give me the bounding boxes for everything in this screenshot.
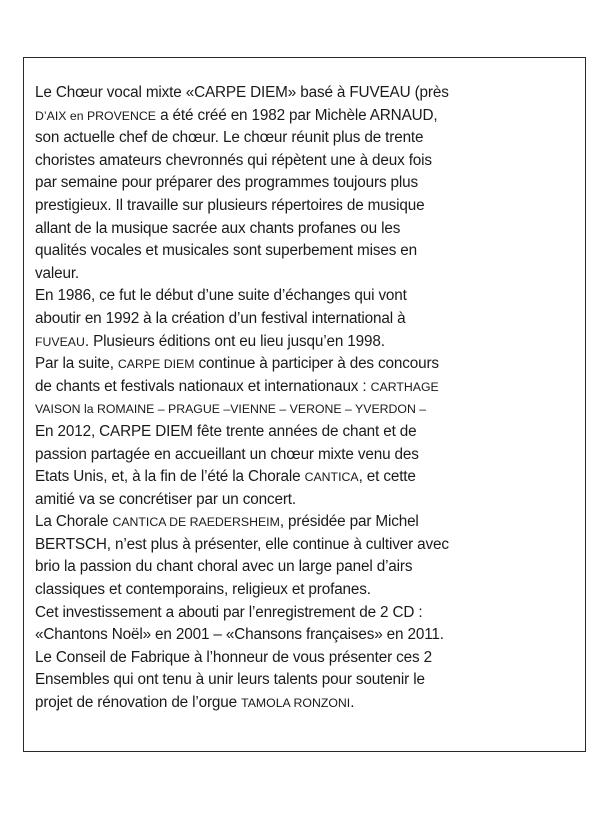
text-line (35, 240, 580, 263)
body-text: Par la suite, (35, 355, 118, 373)
body-text: , et cette (358, 468, 416, 486)
body-text: En 2012, CARPE DIEM fête trente années de chant et de (35, 422, 417, 440)
body-text: , présidée par Michel (279, 513, 419, 531)
body-text: valeur. (35, 264, 80, 282)
text-line (35, 511, 580, 534)
body-text: . Plusieurs éditions ont eu lieu jusqu’en 1998. (84, 332, 385, 350)
body-text: Ensembles qui ont tenu à unir leurs talents pour soutenir le (35, 671, 425, 689)
proper-name-text: CARPE DIEM (117, 357, 195, 372)
text-line (35, 444, 580, 467)
body-text: projet de rénovation de l’orgue (35, 694, 242, 712)
proper-name-text: CARTHAGE (370, 379, 439, 394)
text-line (35, 602, 580, 625)
body-text: La Chorale (35, 513, 113, 531)
body-text: BERTSCH, n’est plus à présenter, elle continue à cultiver avec (35, 535, 449, 553)
body-text: choristes amateurs chevronnés qui répètent une à deux fois (35, 151, 432, 169)
body-text: aboutir en 1992 à la création d’un festival international à (35, 309, 406, 327)
body-text: allant de la musique sacrée aux chants profanes ou les (35, 219, 401, 237)
proper-name-text: VAISON la ROMAINE – PRAGUE –VIENNE – VERONE – YVERDON – (35, 402, 427, 417)
text-line (35, 421, 580, 444)
proper-name-text: FUVEAU (35, 334, 85, 349)
text-line (35, 579, 580, 602)
text-line (35, 398, 580, 421)
body-text: passion partagée en accueillant un chœur mixte venu des (35, 445, 419, 463)
proper-name-text: TAMOLA RONZONI (241, 696, 351, 711)
body-text: de chants et festivals nationaux et internationaux : (35, 377, 371, 395)
text-line (35, 692, 580, 715)
body-text: amitié va se concrétiser par un concert. (35, 490, 296, 508)
text-line (35, 376, 580, 399)
text-line (35, 195, 580, 218)
body-text: par semaine pour préparer des programmes toujours plus (35, 174, 419, 192)
text-line (35, 172, 580, 195)
body-text: En 1986, ce fut le début d’une suite d’échanges qui vont (35, 287, 407, 305)
text-line (35, 127, 580, 150)
text-line (35, 466, 580, 489)
body-text: classiques et contemporains, religieux et profanes. (35, 581, 371, 599)
text-line (35, 353, 580, 376)
text-line (35, 624, 580, 647)
body-text: Etats Unis, et, à la fin de l’été la Chorale (35, 468, 305, 486)
text-line (35, 285, 580, 308)
text-line (35, 150, 580, 173)
body-text: prestigieux. Il travaille sur plusieurs répertoires de musique (35, 196, 425, 214)
text-line (35, 647, 580, 670)
text-line (35, 82, 580, 105)
text-line (35, 556, 580, 579)
body-text: Le Conseil de Fabrique à l’honneur de vous présenter ces 2 (35, 648, 432, 666)
body-text: continue à participer à des concours (194, 355, 439, 373)
body-text: . (350, 694, 355, 712)
proper-name-text: CANTICA (304, 470, 359, 485)
body-text: qualités vocales et musicales sont superbement mises en (35, 242, 418, 260)
body-text: a été créé en 1982 par Michèle ARNAUD, (155, 106, 438, 124)
proper-name-text: CANTICA DE RAEDERSHEIM (112, 515, 280, 530)
text-line (35, 218, 580, 241)
text-line (35, 263, 580, 286)
text-line (35, 534, 580, 557)
proper-name-text: D’AIX en PROVENCE (35, 108, 156, 123)
text-line (35, 489, 580, 512)
body-text: son actuelle chef de chœur. Le chœur réunit plus de trente (35, 129, 424, 147)
text-line (35, 308, 580, 331)
document-body (35, 82, 580, 715)
body-text: «Chantons Noël» en 2001 – «Chansons françaises» en 2011. (35, 626, 444, 644)
text-line (35, 669, 580, 692)
text-frame (23, 57, 586, 752)
body-text: brio la passion du chant choral avec un large panel d’airs (35, 558, 413, 576)
text-line (35, 331, 580, 354)
text-line (35, 105, 580, 128)
body-text: Le Chœur vocal mixte «CARPE DIEM» basé à FUVEAU (près (35, 84, 449, 101)
body-text: Cet investissement a abouti par l’enregistrement de 2 CD : (35, 603, 423, 621)
